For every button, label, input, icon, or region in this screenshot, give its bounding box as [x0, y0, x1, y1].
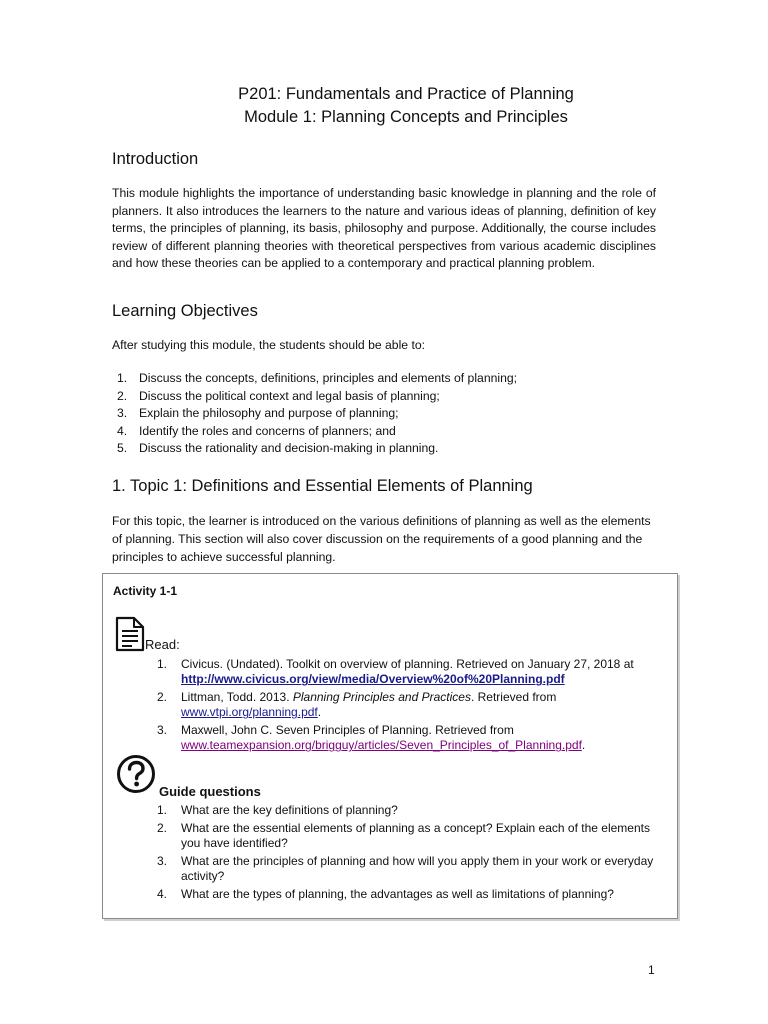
teamexpansion-link[interactable]: www.teamexpansion.org/brigguy/articles/Seven_Principles_of_Planning.pdf	[181, 738, 582, 753]
list-item: 4. Identify the roles and concerns of planners; and	[117, 423, 396, 438]
civicus-link[interactable]: http://www.civicus.org/view/media/Overview%20of%20Planning.pdf	[181, 672, 565, 687]
document-icon	[114, 616, 146, 652]
list-item: 4. What are the types of planning, the advantages as well as limitations of planning?	[157, 886, 614, 901]
objectives-intro: After studying this module, the students should be able to:	[112, 338, 426, 352]
introduction-text: This module highlights the importance of understanding basic knowledge in planning and the role of planners. It also introduces the learners to the nature and various ideas of planning, definition of key terms, the principles of planning, its basis, philosophy and purpose. Additionally, the course includes review of different planning theories with theoretical perspectives from various academic disciplines and how these theories can be applied to a contemporary and practical planning problem.	[112, 186, 656, 271]
question-icon	[116, 754, 156, 794]
topic1-text: For this topic, the learner is introduced on the various definitions of planning as well as the elements of planning. This section will also cover discussion on the requirements of a good planning and the principles to achieve successful planning.	[112, 514, 651, 564]
list-item: 5. Discuss the rationality and decision-making in planning.	[117, 441, 439, 456]
guide-questions-list	[157, 803, 657, 905]
guide-questions-label: Guide questions	[159, 784, 261, 799]
document-title: P201: Fundamentals and Practice of Planning	[238, 85, 574, 103]
vtpi-link[interactable]: www.vtpi.org/planning.pdf	[181, 705, 318, 720]
topic1-heading: 1. Topic 1: Definitions and Essential Elements of Planning	[112, 477, 533, 495]
objectives-list	[117, 370, 517, 458]
reading-list	[157, 657, 657, 756]
list-item: 3. Explain the philosophy and purpose of planning;	[117, 406, 399, 421]
activity-box	[102, 573, 678, 919]
introduction-heading: Introduction	[112, 150, 199, 168]
list-item: 1. What are the key definitions of planning?	[157, 803, 398, 817]
list-item: 2. Littman, Todd. 2013. Planning Principles and Practices. Retrieved from www.vtpi.org/planning.pdf.	[157, 690, 557, 720]
page-number: 1	[648, 963, 655, 977]
list-item: 3. Maxwell, John C. Seven Principles of Planning. Retrieved from www.teamexpansion.org/brigguy/articles/Seven_Principles_of_Planning.pdf.	[157, 723, 586, 753]
list-item: 1. Civicus. (Undated). Toolkit on overview of planning. Retrieved on January 27, 2018 at http://www.civicus.org/view/media/Overview%20of%20Planning.pdf	[157, 657, 634, 687]
list-item: 2. Discuss the political context and legal basis of planning;	[117, 388, 440, 403]
activity-title: Activity 1-1	[113, 584, 178, 598]
list-item: 3. What are the principles of planning and how will you apply them in your work or everyday activity?	[157, 853, 654, 884]
learning-objectives-heading: Learning Objectives	[112, 302, 258, 320]
list-item: 1. Discuss the concepts, definitions, principles and elements of planning;	[117, 371, 518, 385]
module-title: Module 1: Planning Concepts and Principles	[244, 108, 568, 126]
list-item: 2. What are the essential elements of planning as a concept? Explain each of the elements you have identified?	[157, 820, 650, 851]
read-label: Read:	[145, 637, 180, 652]
